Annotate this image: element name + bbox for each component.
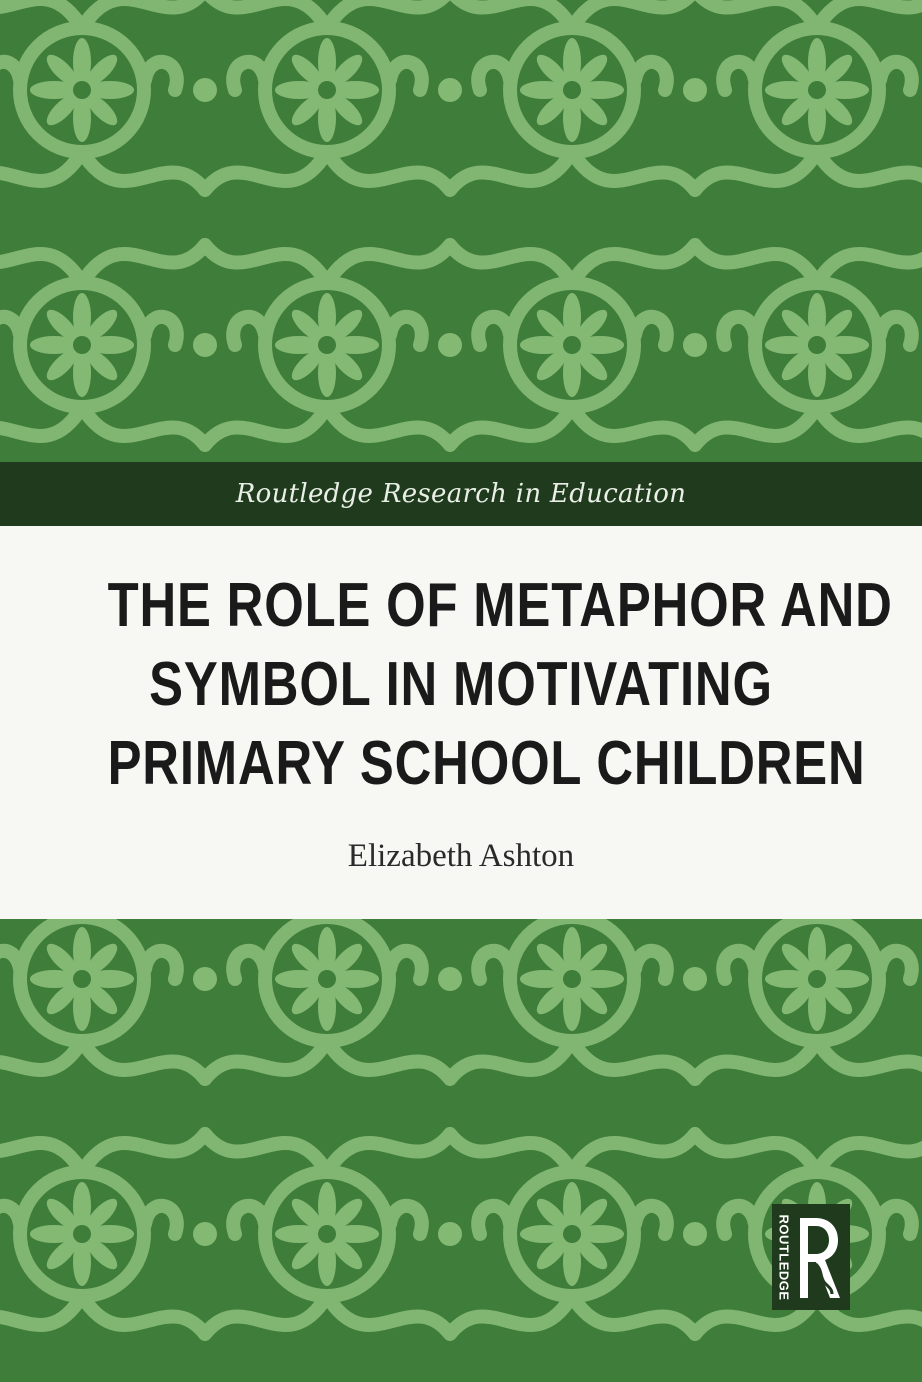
title-line: THE ROLE OF METAPHOR AND [107, 571, 893, 640]
publisher-logo [772, 1204, 850, 1310]
title-line: SYMBOL IN MOTIVATING [149, 650, 773, 719]
series-name: Routledge Research in Education [235, 479, 687, 509]
book-title [107, 566, 893, 803]
routledge-r-profile-icon [772, 1204, 850, 1310]
publisher-name: ROUTLEDGE [776, 1213, 792, 1301]
floral-scroll-pattern-icon [0, 919, 922, 1382]
ornamental-pattern-bottom [0, 919, 922, 1382]
title-panel [0, 526, 922, 919]
floral-scroll-pattern-icon [0, 0, 922, 462]
title-line: PRIMARY SCHOOL CHILDREN [107, 729, 866, 798]
author-name: Elizabeth Ashton [347, 838, 575, 874]
ornamental-pattern-top [0, 0, 922, 462]
series-band [0, 462, 922, 526]
